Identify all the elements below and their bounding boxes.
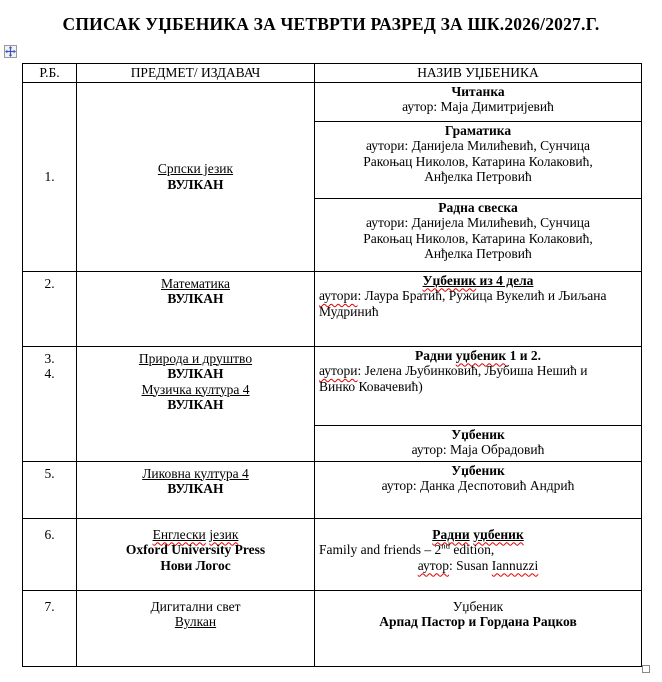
page-title: СПИСАК УЏБЕНИКА ЗА ЧЕТВРТИ РАЗРЕД ЗА ШК.2026/2027.Г.	[62, 14, 600, 34]
table-row	[23, 346, 642, 425]
row2-subject-cell	[77, 271, 315, 346]
header-book: НАЗИВ УЏБЕНИКА	[315, 64, 642, 83]
row1-book2-cell	[315, 121, 642, 198]
row6-book-cell	[315, 518, 642, 590]
header-num: Р.Б.	[23, 64, 77, 83]
row6-number: 6.	[23, 518, 77, 590]
table-move-icon	[5, 46, 16, 57]
book-title: Читанка	[451, 83, 505, 99]
header-row	[23, 64, 642, 83]
row5-book-cell	[315, 461, 642, 518]
book-title: Радни уџбеник	[432, 526, 524, 542]
row34-book2-cell	[315, 425, 642, 461]
book-authors: аутори: Јелена Љубинковић, Љубиша Нешић и Винко Ковачевић)	[319, 363, 588, 394]
row5-subject-cell	[77, 461, 315, 518]
publisher-name: ВУЛКАН	[167, 366, 224, 381]
publisher-name: ВУЛКАН	[167, 176, 224, 192]
table-row	[23, 518, 642, 590]
subject-name: Математика	[160, 275, 231, 291]
row34-subject-cell	[77, 346, 315, 461]
textbook-table	[22, 63, 642, 667]
publisher-name: ВУЛКАН	[167, 397, 224, 412]
book-authors: аутор: Маја Димитријевић	[402, 99, 554, 114]
book-title: Граматика	[444, 122, 512, 138]
row1-book3-cell	[315, 198, 642, 271]
subject-name: Природа и друштво	[138, 350, 253, 366]
book-title: Радни уџбеник 1 и 2.	[415, 347, 541, 363]
subject-name: Енглески језик	[152, 526, 239, 542]
publisher-name: Вулкан	[174, 614, 217, 629]
row34-number: 3. 4.	[23, 346, 77, 461]
publisher-name: Нови Логос	[160, 557, 231, 573]
publisher-name: ВУЛКАН	[167, 291, 224, 306]
book-authors: аутори: Лаура Братић, Ружица Вукелић и Љиљана Мудринић	[319, 288, 607, 319]
book-title: Уџбеник	[452, 598, 504, 614]
book-edition: Family and friends – 2nd edition,	[319, 540, 495, 557]
row2-book-cell	[315, 271, 642, 346]
book-authors: аутор: Данка Деспотовић Андрић	[381, 478, 575, 493]
row7-book-cell	[315, 590, 642, 666]
row7-number: 7.	[23, 590, 77, 666]
row1-book1-cell	[315, 82, 642, 121]
table-resize-handle[interactable]	[642, 665, 650, 673]
book-title: Уџбеник из 4 дела	[422, 272, 534, 288]
book-title: Уџбеник	[451, 426, 505, 442]
row5-number: 5.	[23, 461, 77, 518]
table-row	[23, 82, 642, 121]
subject-name: Музичка култура 4	[141, 381, 250, 397]
row1-number: 1.	[23, 82, 77, 271]
publisher-name: Oxford University Press	[125, 542, 266, 557]
table-row	[23, 461, 642, 518]
publisher-name: ВУЛКАН	[167, 481, 224, 496]
book-title: Уџбеник	[451, 462, 505, 478]
book-authors: Арпад Пастор и Гордана Рацков	[379, 614, 577, 629]
book-authors: аутор: Susan Iannuzzi	[417, 557, 539, 573]
subject-name: Српски језик	[157, 161, 234, 176]
row7-subject-cell	[77, 590, 315, 666]
row6-subject-cell	[77, 518, 315, 590]
table-move-handle[interactable]	[4, 45, 17, 58]
subject-name: Дигитални свет	[150, 598, 241, 614]
table-row	[23, 271, 642, 346]
book-authors: аутори: Данијела Милићевић, Сунчица Ракоњац Николов, Катарина Колаковић, Анђелка Петровић	[363, 138, 593, 184]
book-authors: аутор: Маја Обрадовић	[411, 442, 545, 457]
subject-name: Ликовна култура 4	[142, 465, 249, 481]
header-subject: ПРЕДМЕТ/ ИЗДАВАЧ	[77, 64, 315, 83]
row34-book1-cell	[315, 346, 642, 425]
row2-number: 2.	[23, 271, 77, 346]
book-authors: аутори: Данијела Милићевић, Сунчица Ракоњац Николов, Катарина Колаковић, Анђелка Петровић	[363, 215, 593, 261]
row1-subject-cell	[77, 82, 315, 271]
table-row	[23, 590, 642, 666]
book-title: Радна свеска	[438, 199, 518, 215]
